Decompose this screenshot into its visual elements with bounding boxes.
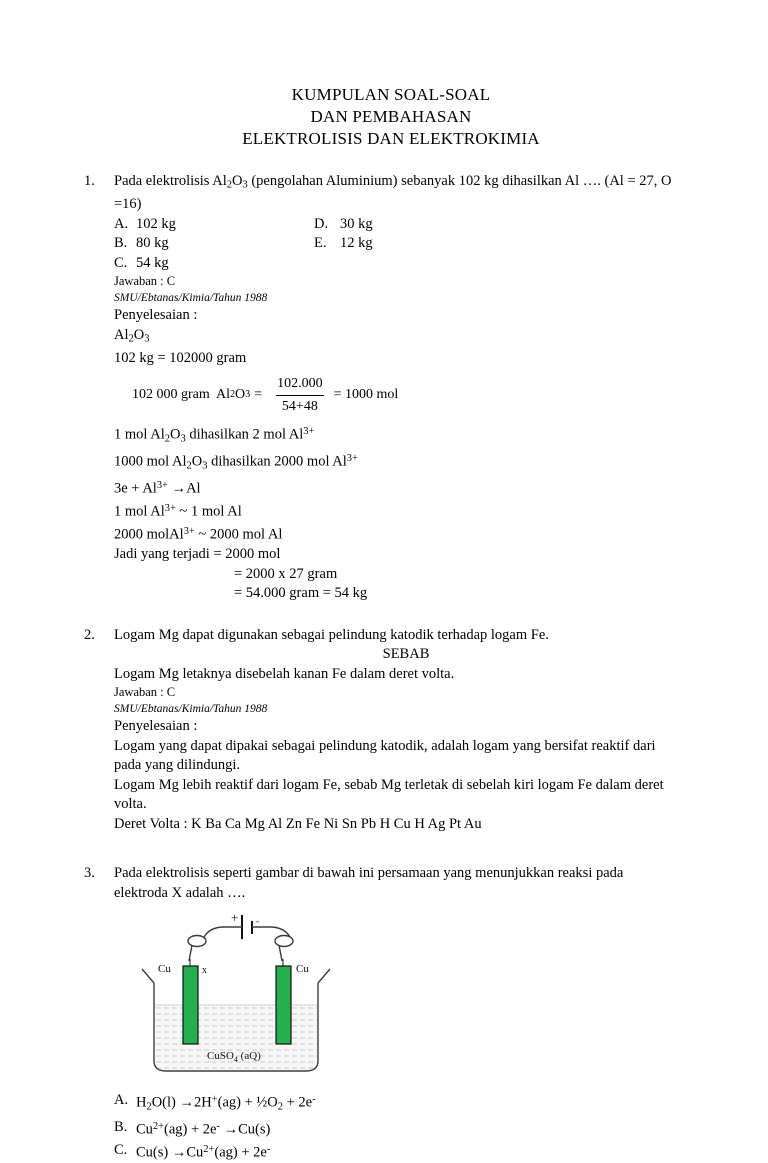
question-2-explanation-3: Logam Mg lebih reaktif dari logam Fe, sebab Mg terletak di sebelah kiri logam Fe dalam deret — [114, 776, 664, 793]
question-3 — [84, 864, 698, 1162]
question-1-options — [114, 215, 698, 274]
s2-sub3: 3 — [202, 460, 208, 472]
right-electrode — [276, 966, 291, 1044]
electrode-x-marker: x — [202, 965, 207, 977]
q3-option-a[interactable] — [114, 1090, 698, 1117]
question-2-answer: Jawaban : C — [114, 685, 176, 700]
option-a[interactable] — [114, 215, 314, 235]
question-1-stem — [114, 172, 698, 195]
fraction-numerator: 102.000 — [277, 376, 323, 392]
electrolysis-diagram — [132, 909, 698, 1086]
solution-indented-step-2: = 54.000 gram = 54 kg — [234, 585, 368, 602]
s1-sub3: 3 — [180, 433, 186, 445]
option-a-key: A. — [114, 215, 129, 232]
question-2-connector: SEBAB — [382, 646, 430, 663]
right-electrode-label: Cu — [296, 963, 309, 976]
q3-option-a-value: $H_2O(l) \to 2H^+(ag)$ + $\frac{1}{2}O_2 + 2e^-$ — [136, 1093, 316, 1113]
question-3-stem-line1: Pada elektrolisis seperti gambar di bawah ini persamaan yang menunjukkan reaksi pada — [114, 865, 624, 882]
fraction-lead: 102 000 gram Al — [132, 387, 230, 403]
stem-subscript-2: 2 — [226, 179, 232, 191]
q3-option-a-key: A. — [114, 1091, 129, 1108]
question-2-explanation-2: pada yang dilindungi. — [114, 757, 241, 774]
option-c-value: 54 kg — [136, 254, 169, 271]
option-d-value: 30 kg — [340, 215, 373, 232]
question-2-statement: Logam Mg dapat digunakan sebagai pelindung katodik terhadap logam Fe. — [114, 626, 549, 643]
option-b[interactable] — [114, 234, 314, 254]
option-d[interactable] — [314, 215, 514, 235]
question-3-stem-line2: elektroda X adalah …. — [114, 884, 246, 901]
stem-subscript-3: 3 — [242, 179, 248, 191]
q3-option-c-value: $Cu(s) \to Cu^{2+}(ag) + 2e^-$ — [136, 1143, 271, 1161]
a-sup2: - — [312, 1093, 316, 1105]
solution-formula: $Al_2O_3$ — [114, 326, 150, 345]
formula-sub-3: 3 — [144, 333, 150, 345]
question-1-number: 1. — [84, 173, 95, 189]
option-e-key: E. — [314, 235, 327, 252]
option-c[interactable] — [114, 254, 314, 274]
solution-step-1: 1 mol $Al_2O_3$ dihasilkan 2 mol $Al^{3+}$ — [114, 426, 315, 445]
s2-sub2: 2 — [186, 460, 192, 472]
left-electrode — [183, 966, 198, 1044]
c-sup1: 2+ — [203, 1143, 215, 1155]
q3-option-b[interactable] — [114, 1117, 698, 1140]
solution-label: CuSO$_4$ (aQ) — [207, 1050, 261, 1065]
question-2-deret-volta: Deret Volta : K Ba Ca Mg Al Zn Fe Ni Sn Pb H Cu H Ag Pt Au — [114, 815, 482, 832]
b-sup1: 2+ — [152, 1121, 165, 1133]
fraction-lead-sub-3: 3 — [245, 389, 251, 401]
q3-option-b-value: $Cu^{2+}(ag) + 2e^- \to Cu(s)$ — [136, 1121, 271, 1138]
s3-sup: 3+ — [156, 479, 168, 491]
a-sup1: + — [211, 1093, 218, 1105]
option-row-c — [114, 254, 698, 274]
option-c-key: C. — [114, 254, 128, 271]
s2-sup: 3+ — [346, 453, 358, 465]
solution-indented-step-1: = 2000 x 27 gram — [234, 565, 338, 582]
option-row-ad — [114, 215, 698, 235]
question-1-stem-line2: =16) — [114, 196, 142, 213]
fraction — [271, 374, 329, 416]
battery-icon — [231, 910, 259, 939]
title-line-1: KUMPULAN SOAL-SOAL — [291, 85, 491, 104]
circuit-wires — [188, 927, 293, 961]
s1-sup: 3+ — [303, 426, 315, 438]
question-1-answer: Jawaban : C — [114, 274, 176, 289]
document-title — [84, 84, 698, 150]
option-e[interactable] — [314, 234, 514, 254]
q3-option-c[interactable] — [114, 1140, 698, 1163]
option-e-value: 12 kg — [340, 235, 373, 252]
fraction-denominator: 54+48 — [276, 395, 324, 417]
solution-step-2: 1000 mol $Al_2O_3$ dihasilkan 2000 mol $Al^{3+}$ — [114, 453, 358, 472]
solution-fraction-equation — [132, 374, 698, 416]
left-electrode-label: Cu — [158, 963, 171, 976]
question-2-number: 2. — [84, 626, 95, 643]
question-2-solution-label: Penyelesaian : — [114, 718, 198, 735]
q3-option-b-key: B. — [114, 1119, 128, 1136]
battery-minus-label: - — [256, 916, 259, 927]
a-sub1: 2 — [146, 1101, 152, 1113]
b-sup2: - — [216, 1121, 220, 1133]
title-line-2: DAN PEMBAHASAN — [310, 107, 472, 126]
question-3-number: 3. — [84, 865, 95, 882]
question-2-explanation-1: Logam yang dapat dipakai sebagai pelindung katodik, adalah logam yang bersifat reaktif dari — [114, 737, 656, 754]
question-3-options — [114, 1090, 698, 1163]
question-2-reason: Logam Mg letaknya disebelah kanan Fe dalam deret volta. — [114, 665, 455, 682]
question-1 — [84, 172, 698, 604]
solution-step-3: $3e + Al^{3+} \to Al$ — [114, 479, 201, 497]
fraction-lead-sub-2: 2 — [230, 389, 236, 401]
title-line-3: ELEKTROLISIS DAN ELEKTROKIMIA — [242, 129, 540, 148]
option-row-be — [114, 234, 698, 254]
question-2-source: SMU/Ebtanas/Kimia/Tahun 1988 — [114, 703, 268, 716]
fraction-lead-mid: O — [235, 387, 246, 403]
solution-mass-line: 102 kg = 102000 gram — [114, 349, 247, 366]
battery-plus-label: + — [231, 910, 239, 926]
option-b-value: 80 kg — [136, 235, 169, 252]
q3-option-c-key: C. — [114, 1141, 128, 1158]
question-1-stem-rest: (pengolahan Aluminium) sebanyak 102 kg dihasilkan Al …. (Al = 27, O — [247, 173, 672, 189]
question-2 — [84, 626, 698, 835]
option-d-key: D. — [314, 215, 329, 232]
solution-step-5: 2000 molAl$^{3+}$ ~ 2000 mol Al — [114, 526, 283, 543]
question-2-explanation-4: volta. — [114, 796, 147, 813]
s1-sub2: 2 — [164, 433, 170, 445]
option-b-key: B. — [114, 235, 128, 252]
solution-step-4: 1 mol $Al^{3+}$ ~ 1 mol Al — [114, 503, 242, 520]
s5-sup: 3+ — [183, 526, 195, 538]
a-sub2: 2 — [277, 1101, 283, 1113]
stem-oxygen: O — [231, 173, 243, 189]
s4-sup: 3+ — [164, 503, 176, 514]
c-sup2: - — [266, 1143, 271, 1155]
formula-sub-2: 2 — [128, 333, 134, 345]
question-1-stem-text: Pada elektrolisis Al — [114, 173, 227, 189]
question-1-source: SMU/Ebtanas/Kimia/Tahun 1988 — [114, 292, 268, 305]
question-1-solution-label: Penyelesaian : — [114, 307, 198, 324]
option-a-value: 102 kg — [136, 215, 176, 232]
solution-step-6: Jadi yang terjadi = 2000 mol — [114, 546, 281, 563]
fraction-equals: = — [254, 387, 263, 403]
electrolysis-cell-svg — [132, 909, 362, 1079]
fraction-result: = 1000 mol — [333, 387, 399, 403]
